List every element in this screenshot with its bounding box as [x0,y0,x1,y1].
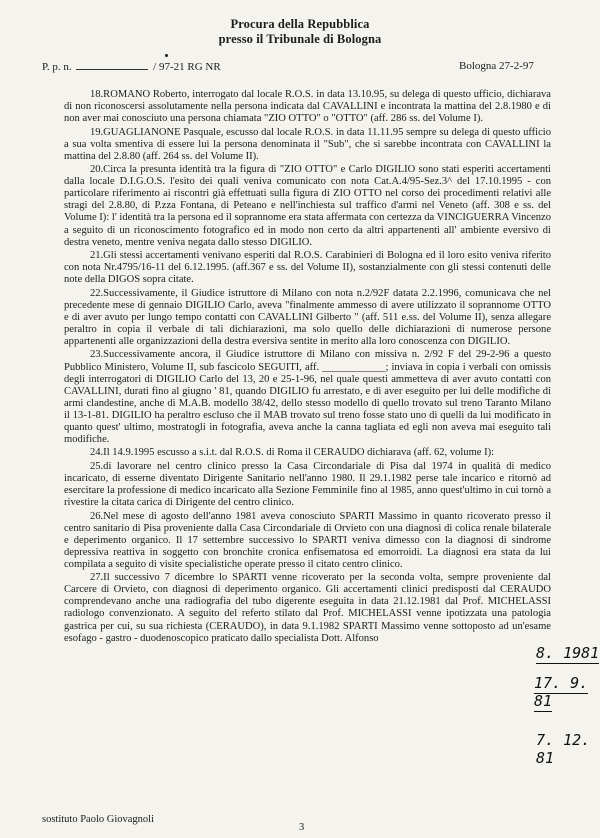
case-number-label: P. p. n. [42,61,72,73]
paragraph-21: 21.Gli stessi accertamenti venivano esperiti dal R.O.S. Carabinieri di Bologna ed il loro esito veniva riferito con nota Nr.4795/16-11 del 6.12.1995. (aff.367 e ss. del Volume II), sostanzialmente con gli stessi contenuti delle note della DIGOS sopra citate. [64,250,551,286]
paragraph-27: 27.Il successivo 7 dicembre lo SPARTI venne ricoverato per la seconda volta, sempre proveniente dal Carcere di Orvieto, con diagnosi di deperimento organico. Gli accertamenti clinici predisposti dal CERAUDO comprendevano anche una radiografia del tubo digerente eseguita in data 21.12.1981 dal Prof. MICHELASSI radiologo convenzionato. A seguito del referto stilato dal Prof. MICHELASSI venne ipotizzata una patologia gastrica per cui, su sua richiesta (CERAUDO), in data 9.1.1982 SPARTI Massimo venne sottoposto ad un'esame esofago - gastro - duodenoscopico praticato dallo specialista Dott. Alfonso [64,572,551,644]
margin-note-1-text: 8. 1981 [536,644,600,662]
header-title: Procura della Repubblica [230,17,370,31]
case-number-blank [76,60,148,70]
paragraph-25: 25.di lavorare nel centro clinico presso la Casa Circondariale di Pisa dal 1974 in qualità di medico incaricato, di esserne diventato Dirigente Sanitario nell'anno 1980. Il 29.1.1982 perse tale incarico e ritornò ad esercitare la professione di medico incaricato alla Sezione Femminile fino al 1985, anno quest'ultimo in cui tornò a rivestire la citata carica di Dirigente del centro clinico. [64,460,551,509]
paragraph-20: 20.Circa la presunta identità tra la figura di "ZIO OTTO" e Carlo DIGILIO sono stati esperiti accertamenti dalla locale D.I.G.O.S. l'esito dei quali veniva comunicato con nota Cat.A.4/95-Sez.3^ del 17.10.1995 - con particolare riferimento ai riscontri già effettuati sulla figura di ZIO OTTO nel corso dei procedimenti relativi alle stragi del 2.8.80, di P.zza Fontana, di Peteano e nell'inchiesta sul traffico d'armi nel Veneto (aff. 308 e ss. del Volume I): l' identità tra la persona ed il soprannome era stata affermata con certezza da VINCIGUERRA Vincenzo a seguito di un riconoscimento fotografico ed in modo non certo da altri appartenenti all' ambiente eversivo di destra veneto, mentre veniva negata dallo stesso DIGILIO. [64,164,551,248]
page-number: 3 [299,822,305,833]
paragraph-26: 26.Nel mese di agosto dell'anno 1981 aveva conosciuto SPARTI Massimo in quanto ricoverato presso il centro sanitario di Pisa proveniente dalla Casa Circondariale di Orvieto con una diagnosi di colica renale bilaterale e deperimento organico. Il 17 settembre successivo lo SPARTI veniva dimesso con la diagnosi di sindrome depressiva reattiva in soggetto con bronchite cronica enfisematosa ed emorroidi. La diagnosi era stata da lui compilata a seguito di visite specialistiche operate presso il citato centro clinico. [64,510,551,570]
paragraph-18: 18.ROMANO Roberto, interrogato dal locale R.O.S. in data 13.10.95, su delega di questo ufficio, dichiarava di non riconoscersi assolutamente nella persona indicata dal CAVALLINI e incontrata la mattina del 2.8.1980 e di non aver mai conosciuto una persona chiamata "ZIO OTTO" o "OTTO" (aff. 286 ss. del Volume I). [64,89,551,125]
ink-dot [165,54,168,57]
document-date: Bologna 27-2-97 [459,60,534,72]
margin-note-2 [534,674,600,710]
paragraph-19: 19.GUAGLIANONE Pasquale, escusso dal locale R.O.S. in data 11.11.95 sempre su delega di questo ufficio a sua volta smentiva di essere lui la persona denominata il "Sub", che si sarebbe incontrata con CAVALLINI la mattina del 2.8.80 (aff. 264 ss. del Volume II). [64,126,551,162]
paragraph-23: 23.Successivamente ancora, il Giudice istruttore di Milano con missiva n. 2/92 F del 29-2-96 a questo Pubblico Ministero, Volume II, sub fascicolo SEGUITI, aff. ____________; inviava in copia i verbali con omissis degli interrogatori di DIGILIO Carlo del 13, 20 e 25-1-96, nel quale questi ammetteva di aver avuto contatti con CAVALLINI, durati fino al giugno ' 81, quando DIGILIO fu arrestato, e di aver eseguito per lui delle modifiche di armi clandestine, anche di M.A.B. modello 38/42, dello stesso modello di quello trovato sul treno Taranto Milano il 13-1-81. DIGILIO ha peraltro escluso che il MAB trovato sul treno fosse stato uno di quelli da lui modificato in quanto quest' ultimo, mostratogli in fotografia, aveva anche la canna tagliata ed egli non aveva mai eseguito tali modifiche. [64,349,551,445]
margin-note-3 [536,731,600,767]
margin-note-3-text: 7. 12. 81 [536,731,591,767]
case-number [42,60,221,73]
signature: sostituto Paolo Giovagnoli [42,814,155,825]
case-number-suffix: / 97-21 RG NR [153,61,221,73]
paragraph-22: 22.Successivamente, il Giudice istruttore di Milano con nota n.2/92F datata 2.2.1996, comunicava che nel precedente mese di gennaio DIGILIO Carlo, aveva "finalmente ammesso di avere utilizzato il soprannome OTTO e di aver avuto per lungo tempo contatti con CAVALLINI Gilberto " (aff. 511 e.ss. del Volume II), senza allegare peraltro in copia il verbale di tali dichiarazioni, ma solo quello delle dichiarazioni di numerose persone appartenenti alle organizzazioni della destra eversiva sentite in merito alla loro conoscenza con DIGILIO. [64,287,551,347]
margin-note-2-text: 17. 9. 81 [534,674,589,710]
margin-note-1 [536,644,599,662]
document-body [64,89,551,646]
paragraph-24: 24.Il 14.9.1995 escusso a s.i.t. dal R.O.S. di Roma il CERAUDO dichiarava (aff. 62, volume I): [90,447,495,459]
header-subtitle: presso il Tribunale di Bologna [218,32,382,46]
